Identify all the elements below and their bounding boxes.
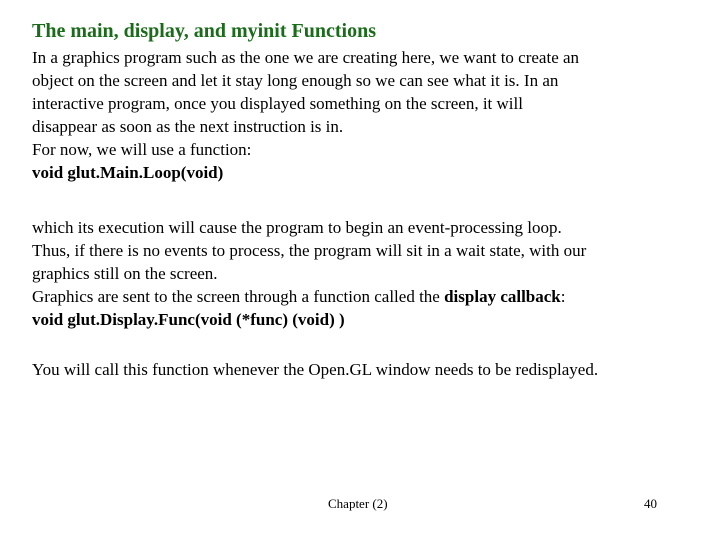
main-loop-signature: void glut.Main.Loop(void) [32, 163, 224, 182]
event-line: which its execution will cause the program to begin an event-processing loop. [32, 218, 562, 237]
display-callback-term: display callback [444, 287, 561, 306]
event-line: graphics still on the screen. [32, 264, 218, 283]
intro-line: In a graphics program such as the one we are creating here, we want to create an [32, 48, 580, 67]
display-func-signature: void glut.Display.Func(void (*func) (void) ) [32, 310, 345, 329]
footer-page-number: 40 [644, 496, 657, 511]
closing-line: You will call this function whenever the Open.GL window needs to be redisplayed. [32, 360, 599, 379]
intro-line: disappear as soon as the next instruction is in. [32, 117, 344, 136]
for-now-line: For now, we will use a function: [32, 140, 252, 159]
intro-line: object on the screen and let it stay long enough so we can see what it is. In an [32, 71, 559, 90]
event-line: Thus, if there is no events to process, the program will sit in a wait state, with our [32, 241, 587, 260]
footer-chapter: Chapter (2) [328, 496, 388, 511]
event-paragraph [32, 216, 702, 331]
closing-paragraph [32, 358, 702, 381]
graphics-sent-prefix: Graphics are sent to the screen through a function called the [32, 287, 445, 306]
intro-line: interactive program, once you displayed something on the screen, it will [32, 94, 523, 113]
graphics-sent-suffix: : [560, 287, 566, 306]
graphics-sent-line [32, 285, 702, 308]
slide-title: The main, display, and myinit Functions [32, 20, 376, 42]
intro-paragraph [32, 46, 702, 184]
